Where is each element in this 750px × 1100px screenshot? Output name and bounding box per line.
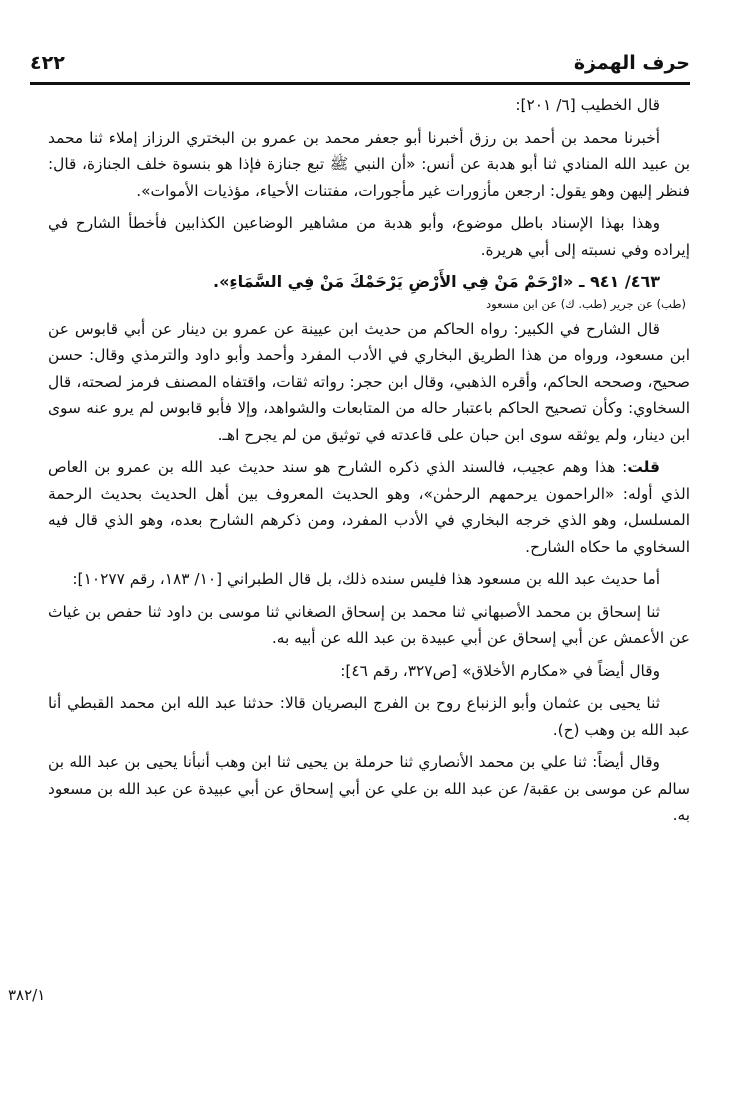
qultu-text: : هذا وهم عجيب، فالسند الذي ذكره الشارح هو سند حديث عبد الله بن عمرو بن العاص الذي أوله: «الراحمون يرحمهم الرحمٰن»، وهو الحديث المعروف بين أهل الحديث بحديث الرحمة المسلسل، وهو الذي خرجه البخاري في الأدب المفرد، ومن ذكرهم الشارح بعده، وهو الذي قال فيه السخاوي ما حكاه الشارح.: [48, 458, 690, 556]
page-body: [48, 92, 690, 835]
paragraph: وقال أيضاً في «مكارم الأخلاق» [ص٣٢٧، رقم ٤٦]:: [340, 661, 660, 680]
page-header: [30, 48, 690, 80]
commentary-paragraph: قال الشارح في الكبير: رواه الحاكم من حديث ابن عيينة عن عمرو بن دينار عن أبي قابوس عن ابن مسعود، ورواه من هذا الطريق البخاري في الأدب المفرد وأحمد وأبو داود والترمذي وقال: حسن صحيح، وصححه الحاكم، وأقره الذهبي، وقال ابن حجر: رواته ثقات، واقتفاه المصنف فرمز لصحته، قال السخاوي: وكأن تصحيح الحاكم باعتبار حاله من المتابعات والشواهد، وإلا فأبو قابوس لم يرو عنه سوى ابن دينار، ولم يوثقه سوى ابن حبان على قاعدته في توثيق من لم يجرح اهـ.: [48, 319, 690, 444]
paragraph: أما حديث عبد الله بن مسعود هذا فليس سنده ذلك، بل قال الطبراني [١٠/ ١٨٣، رقم ١٠٢٧٧]:: [72, 570, 660, 588]
header-divider: [30, 82, 690, 85]
chapter-title: حرف الهمزة: [573, 52, 690, 74]
hadith-reference: (طب) عن جرير (طب. ك) عن ابن مسعود: [486, 296, 686, 311]
paragraph: أخبرنا محمد بن أحمد بن رزق أخبرنا أبو جعفر محمد بن عمرو بن البختري الرزاز إملاء ثنا محمد بن عبيد الله المنادي ثنا أبو هدبة عن أنس: «أن النبي ﷺ تبع جنازة فإذا هو بنسوة خلف الجنازة، قال: فنظر إليهن وهو يقول: ارجعن مأزورات غير مأجورات، مفتنات الأحياء، مؤذيات الأموات».: [48, 128, 690, 200]
paragraph: وهذا بهذا الإسناد باطل موضوع، وأبو هدبة من مشاهير الوضاعين الكذابين فأخطأ الشارح في إيراده وفي نسبته إلى أبي هريرة.: [48, 214, 690, 259]
paragraph: وقال أيضاً: ثنا علي بن محمد الأنصاري ثنا حرملة بن يحيى ثنا ابن وهب أنبأنا يحيى بن عبد الله بن سالم عن موسى بن عقبة/ عن عبد الله بن علي عن أبي إسحاق عن أبي عبيدة عن عبد الله بن مسعود به.: [48, 753, 690, 824]
page-number: ٤٢٢: [30, 52, 65, 74]
paragraph: ثنا يحيى بن عثمان وأبو الزنباع روح بن الفرج البصريان قالا: حدثنا عبد الله ابن محمد القبطي أنا عبد الله بن وهب (ح).: [48, 694, 690, 739]
paragraph: ثنا إسحاق بن محمد الأصبهاني ثنا محمد بن إسحاق الصغاني ثنا موسى بن داود ثنا حفص بن غياث عن الأعمش عن أبي إسحاق عن أبي عبيدة بن عبد الله عن أبيه به.: [48, 602, 690, 647]
paragraph: قال الخطيب [٦/ ٢٠١]:: [515, 96, 660, 114]
qultu-label: قلت: [627, 458, 660, 476]
qultu-paragraph: [48, 454, 690, 560]
margin-reference: ٣٨٢/١: [8, 986, 46, 1004]
hadith-heading: ٤٦٣/ ٩٤١ ـ «ارْحَمْ مَنْ فِي الأَرْضِ يَرْحَمْكَ مَنْ فِي السَّمَاءِ».: [212, 272, 660, 291]
